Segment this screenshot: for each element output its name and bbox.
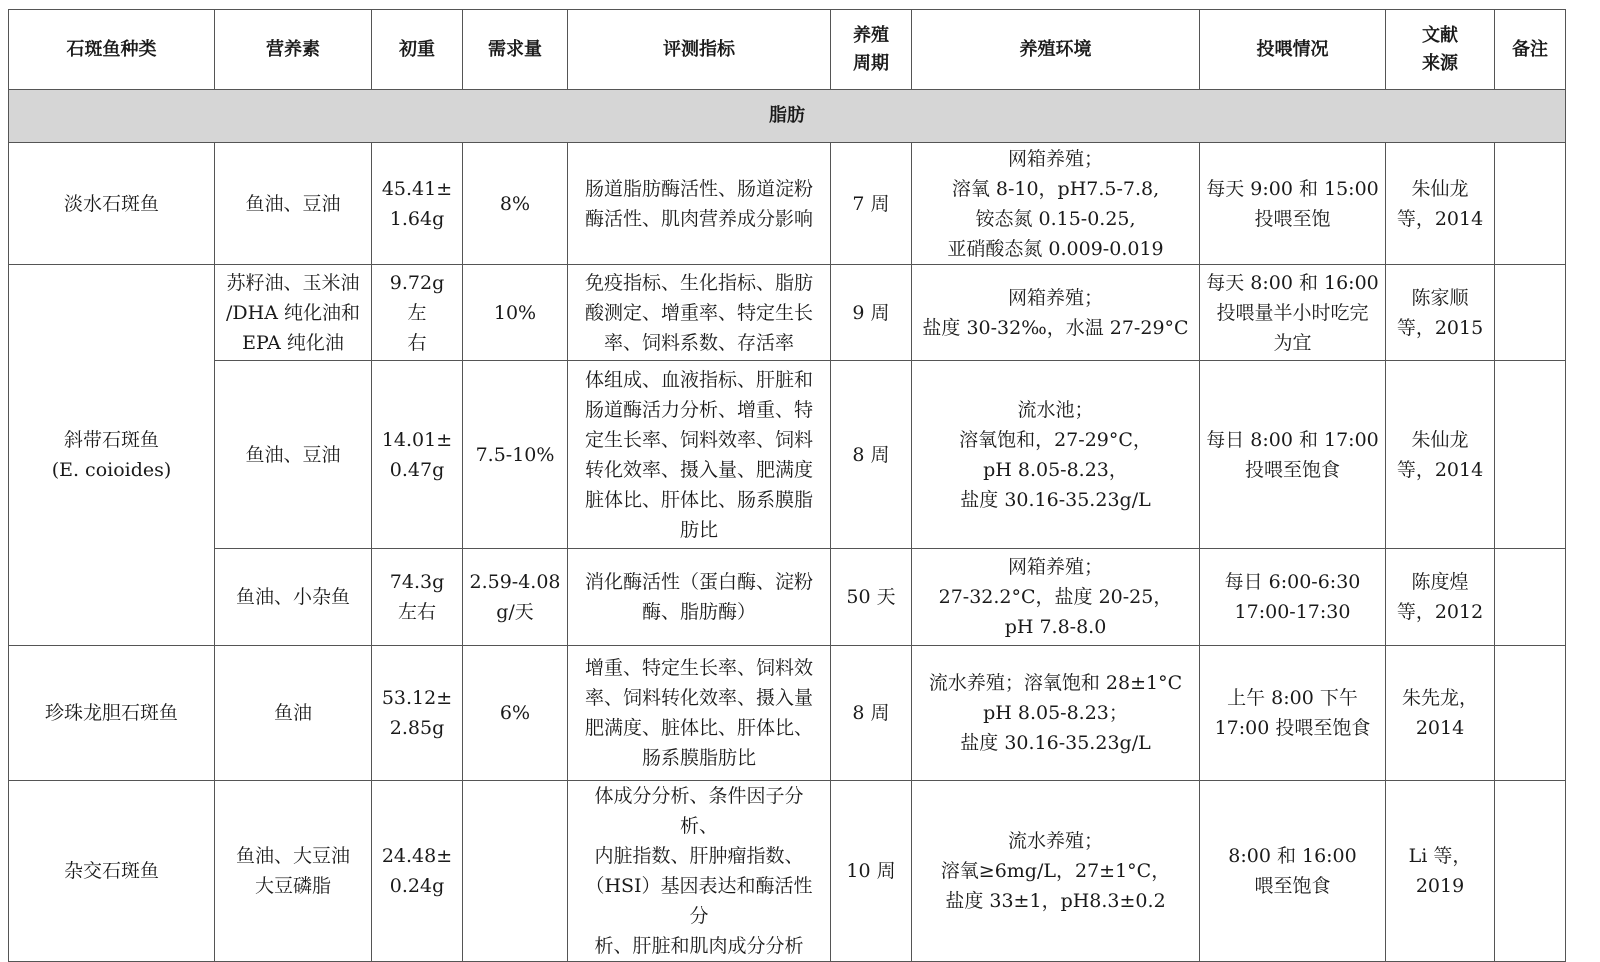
- note-cell: [1495, 361, 1566, 549]
- source-cell: 陈度煌 等，2012: [1386, 549, 1495, 646]
- header-species: 石斑鱼种类: [9, 10, 215, 90]
- period-cell: 7 周: [831, 143, 912, 265]
- table-row: [9, 549, 1566, 646]
- environment-cell: 网箱养殖； 溶氧 8-10，pH7.5-7.8, 铵态氮 0.15-0.25, 亚硝酸态氮 0.009-0.019: [912, 143, 1200, 265]
- environment-cell: 网箱养殖； 27-32.2°C，盐度 20-25， pH 7.8-8.0: [912, 549, 1200, 646]
- indicators-cell: 免疫指标、生化指标、脂肪 酸测定、增重率、特定生长 率、饲料系数、存活率: [568, 265, 831, 361]
- environment-cell: 流水养殖； 溶氧≥6mg/L，27±1°C， 盐度 33±1，pH8.3±0.2: [912, 781, 1200, 962]
- species-cell: 珍珠龙胆石斑鱼: [9, 646, 215, 781]
- note-cell: [1495, 781, 1566, 962]
- initial-weight-cell: 24.48± 0.24g: [372, 781, 463, 962]
- table-row: [9, 361, 1566, 549]
- feeding-cell: 8:00 和 16:00 喂至饱食: [1200, 781, 1386, 962]
- header-source: 文献 来源: [1386, 10, 1495, 90]
- initial-weight-cell: 14.01± 0.47g: [372, 361, 463, 549]
- indicators-cell: 增重、特定生长率、饲料效 率、饲料转化效率、摄入量 肥满度、脏体比、肝体比、 肠系膜脂肪比: [568, 646, 831, 781]
- feeding-cell: 上午 8:00 下午 17:00 投喂至饱食: [1200, 646, 1386, 781]
- initial-weight-cell: 53.12± 2.85g: [372, 646, 463, 781]
- environment-cell: 网箱养殖； 盐度 30-32‰，水温 27-29°C: [912, 265, 1200, 361]
- species-cell: 斜带石斑鱼 (E. coioides): [9, 265, 215, 646]
- period-cell: 10 周: [831, 781, 912, 962]
- header-row: [9, 10, 1566, 90]
- header-initial-weight: 初重: [372, 10, 463, 90]
- nutrient-cell: 鱼油、豆油: [215, 361, 372, 549]
- header-requirement: 需求量: [463, 10, 568, 90]
- requirement-cell: 10%: [463, 265, 568, 361]
- header-note: 备注: [1495, 10, 1566, 90]
- section-row: [9, 90, 1566, 143]
- source-cell: 陈家顺 等，2015: [1386, 265, 1495, 361]
- period-cell: 9 周: [831, 265, 912, 361]
- requirement-cell: 6%: [463, 646, 568, 781]
- header-nutrient: 营养素: [215, 10, 372, 90]
- table-row: [9, 143, 1566, 265]
- note-cell: [1495, 265, 1566, 361]
- period-cell: 8 周: [831, 646, 912, 781]
- note-cell: [1495, 549, 1566, 646]
- initial-weight-cell: 74.3g 左右: [372, 549, 463, 646]
- table-row: [9, 781, 1566, 962]
- nutrition-requirement-table: [8, 9, 1566, 962]
- indicators-cell: 肠道脂肪酶活性、肠道淀粉 酶活性、肌肉营养成分影响: [568, 143, 831, 265]
- period-cell: 50 天: [831, 549, 912, 646]
- header-period: 养殖 周期: [831, 10, 912, 90]
- feeding-cell: 每天 9:00 和 15:00 投喂至饱: [1200, 143, 1386, 265]
- source-cell: 朱仙龙 等，2014: [1386, 143, 1495, 265]
- section-label: 脂肪: [9, 90, 1566, 143]
- species-cell: 淡水石斑鱼: [9, 143, 215, 265]
- initial-weight-cell: 45.41± 1.64g: [372, 143, 463, 265]
- nutrient-cell: 鱼油、豆油: [215, 143, 372, 265]
- indicators-cell: 体组成、血液指标、肝脏和 肠道酶活力分析、增重、特 定生长率、饲料效率、饲料 转化效率、摄入量、肥满度 脏体比、肝体比、肠系膜脂 肪比: [568, 361, 831, 549]
- source-cell: Li 等， 2019: [1386, 781, 1495, 962]
- environment-cell: 流水养殖；溶氧饱和 28±1°C pH 8.05-8.23； 盐度 30.16-35.23g/L: [912, 646, 1200, 781]
- indicators-cell: 体成分分析、条件因子分析、 内脏指数、肝肿瘤指数、 （HSI）基因表达和酶活性分 析、肝脏和肌肉成分分析: [568, 781, 831, 962]
- note-cell: [1495, 143, 1566, 265]
- header-environment: 养殖环境: [912, 10, 1200, 90]
- nutrient-cell: 苏籽油、玉米油 /DHA 纯化油和 EPA 纯化油: [215, 265, 372, 361]
- species-cell: 杂交石斑鱼: [9, 781, 215, 962]
- environment-cell: 流水池； 溶氧饱和，27-29°C， pH 8.05-8.23， 盐度 30.16-35.23g/L: [912, 361, 1200, 549]
- indicators-cell: 消化酶活性（蛋白酶、淀粉 酶、脂肪酶）: [568, 549, 831, 646]
- nutrient-cell: 鱼油、大豆油 大豆磷脂: [215, 781, 372, 962]
- header-indicators: 评测指标: [568, 10, 831, 90]
- requirement-cell: 8%: [463, 143, 568, 265]
- feeding-cell: 每日 8:00 和 17:00 投喂至饱食: [1200, 361, 1386, 549]
- requirement-cell: [463, 781, 568, 962]
- source-cell: 朱先龙， 2014: [1386, 646, 1495, 781]
- note-cell: [1495, 646, 1566, 781]
- initial-weight-cell: 9.72g 左 右: [372, 265, 463, 361]
- nutrient-cell: 鱼油、小杂鱼: [215, 549, 372, 646]
- table-row: [9, 646, 1566, 781]
- feeding-cell: 每日 6:00-6:30 17:00-17:30: [1200, 549, 1386, 646]
- requirement-cell: 2.59-4.08 g/天: [463, 549, 568, 646]
- nutrient-cell: 鱼油: [215, 646, 372, 781]
- period-cell: 8 周: [831, 361, 912, 549]
- header-feeding: 投喂情况: [1200, 10, 1386, 90]
- table-row: [9, 265, 1566, 361]
- requirement-cell: 7.5-10%: [463, 361, 568, 549]
- feeding-cell: 每天 8:00 和 16:00 投喂量半小时吃完 为宜: [1200, 265, 1386, 361]
- source-cell: 朱仙龙 等，2014: [1386, 361, 1495, 549]
